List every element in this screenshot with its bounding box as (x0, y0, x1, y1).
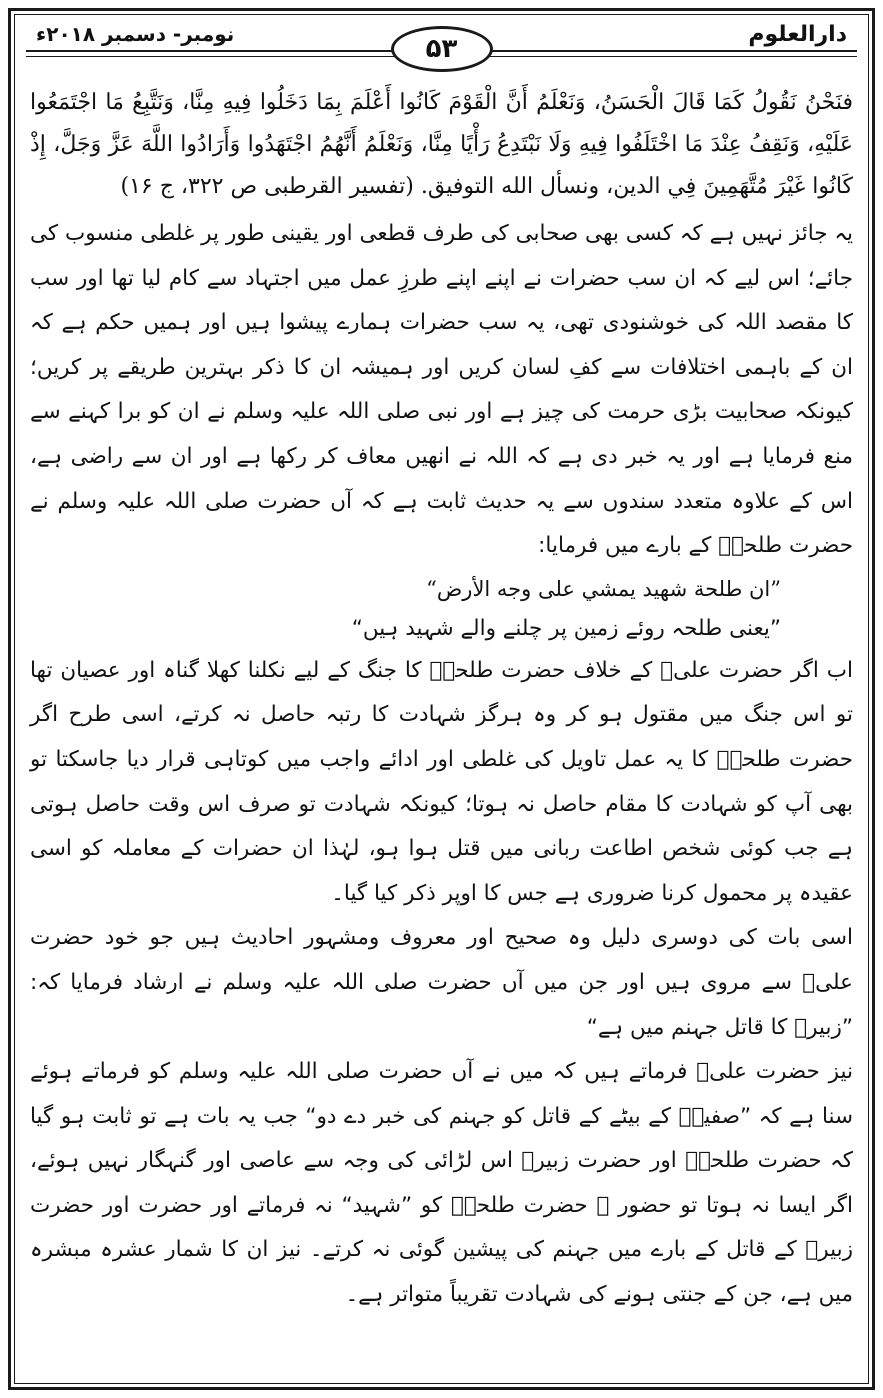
arabic-quote-paragraph: فنَحْنُ نَقُولُ كَمَا قَالَ الْحَسَنُ، وَنَعْلَمُ أَنَّ الْقَوْمَ كَانُوا أَعْلَمَ بِمَا دَخَلُوا فِيهِ مِنَّا، وَنَتَّبِعُ مَا اجْتَمَعُوا عَلَيْهِ، وَنَقِفُ عِنْدَ مَا اخْتَلَفُوا فِيهِ وَلَا نَبْتَدِعُ رَأْيًا مِنَّا، وَنَعْلَمُ أَنَّهُمُ اجْتَهَدُوا وَأَرَادُوا اللَّهَ عَزَّ وَجَلَّ، إِذْ كَانُوا غَيْرَ مُتَّهَمِينَ فِي الدين، ونسأل الله التوفيق. (تفسير القرطبی ص ۳۲۲، ج ۱۶) (30, 90, 853, 199)
hadith-urdu-translation: ”یعنی طلحہ روئے زمین پر چلنے والے شہید ہیں“ (351, 615, 781, 641)
journal-title: دارالعلوم (742, 22, 853, 47)
paragraph-second-evidence: اسی بات کی دوسری دلیل وہ صحیح اور معروف ومشہور احادیث ہیں جو خود حضرت علیؓ سے مروی ہیں اور جن میں آں حضرت صلی اللہ علیہ وسلم نے ارشاد فرمایا کہ: ”زبیرؓ کا قاتل جہنم میں ہے“ (30, 925, 853, 1040)
page-number: ۵۳ (425, 34, 458, 64)
page-header (26, 20, 857, 72)
page-number-badge (391, 26, 493, 72)
hadith-arabic-quote: ”ان طلحة شهيد يمشي على وجه الأرض“ (426, 576, 781, 601)
paragraph-sahaba-status: یہ جائز نہیں ہے کہ کسی بھی صحابی کی طرف قطعی اور یقینی طور پر غلطی منسوب کی جائے؛ اس لیے کہ ان سب حضرات نے اپنے اپنے طرزِ عمل میں اجتہاد سے کام لیا تھا اور سب کا مقصد اللہ کی خوشنودی تھی، یہ سب حضرات ہمارے پیشوا ہیں اور ہمیں حکم ہے کہ ان کے باہمی اختلافات سے کفِ لسان کریں اور ہمیشہ ان کا ذکر بہترین طریقے پر کریں؛ کیونکہ صحابیت بڑی حرمت کی چیز ہے اور نبی صلی اللہ علیہ وسلم نے ان کو برا کہنے سے منع فرمایا ہے اور یہ خبر دی ہے کہ اللہ نے انھیں معاف کر رکھا ہے اور ان سے راضی ہے، اس کے علاوہ متعدد سندوں سے یہ حدیث ثابت ہے کہ آں حضرت صلی اللہ علیہ وسلم نے حضرت طلحہؓ کے بارے میں فرمایا: (30, 221, 853, 559)
paragraph-talha-shahadat: اب اگر حضرت علیؓ کے خلاف حضرت طلحہؓ کا جنگ کے لیے نکلنا کھلا گناہ اور عصیان تھا تو اس جنگ میں مقتول ہو کر وہ ہرگز شہادت کا رتبہ حاصل نہ کرتے، اسی طرح اگر حضرت طلحہؓ کا یہ عمل تاویل کی غلطی اور ادائے واجب میں کوتاہی قرار دیا جاسکتا تو بھی آپ کو شہادت کا مقام حاصل نہ ہوتا؛ کیونکہ شہادت تو صرف اس وقت حاصل ہوتی ہے جب کوئی شخص اطاعت ربانی میں قتل ہوا ہو، لہٰذا ان حضرات کے معاملہ کو اسی عقیدہ پر محمول کرنا ضروری ہے جس کا اوپر ذکر کیا گیا۔ (30, 657, 853, 906)
paragraph-zubair-hadith: نیز حضرت علیؓ فرماتے ہیں کہ میں نے آں حضرت صلی اللہ علیہ وسلم کو فرماتے ہوئے سنا ہے کہ ”صفیہؓ کے بیٹے کے قاتل کو جہنم کی خبر دے دو“ جب یہ بات ہے تو ثابت ہو گیا کہ حضرت طلحہؓ اور حضرت زبیرؓ اس لڑائی کی وجہ سے عاصی اور گنہگار نہیں ہوئے، اگر ایسا نہ ہوتا تو حضور ﷺ حضرت طلحہؓ کو ”شہید“ نہ فرماتے اور حضرت اور حضرت زبیرؓ کے قاتل کے بارے میں جہنم کی پیشین گوئی نہ کرتے۔ نیز ان کا شمار عشرہ مبشرہ میں ہے، جن کے جنتی ہونے کی شہادت تقریباً متواتر ہے۔ (30, 1059, 853, 1308)
issue-date: نومبر- دسمبر ۲۰۱۸ء (30, 22, 240, 46)
article-body (30, 82, 853, 1368)
